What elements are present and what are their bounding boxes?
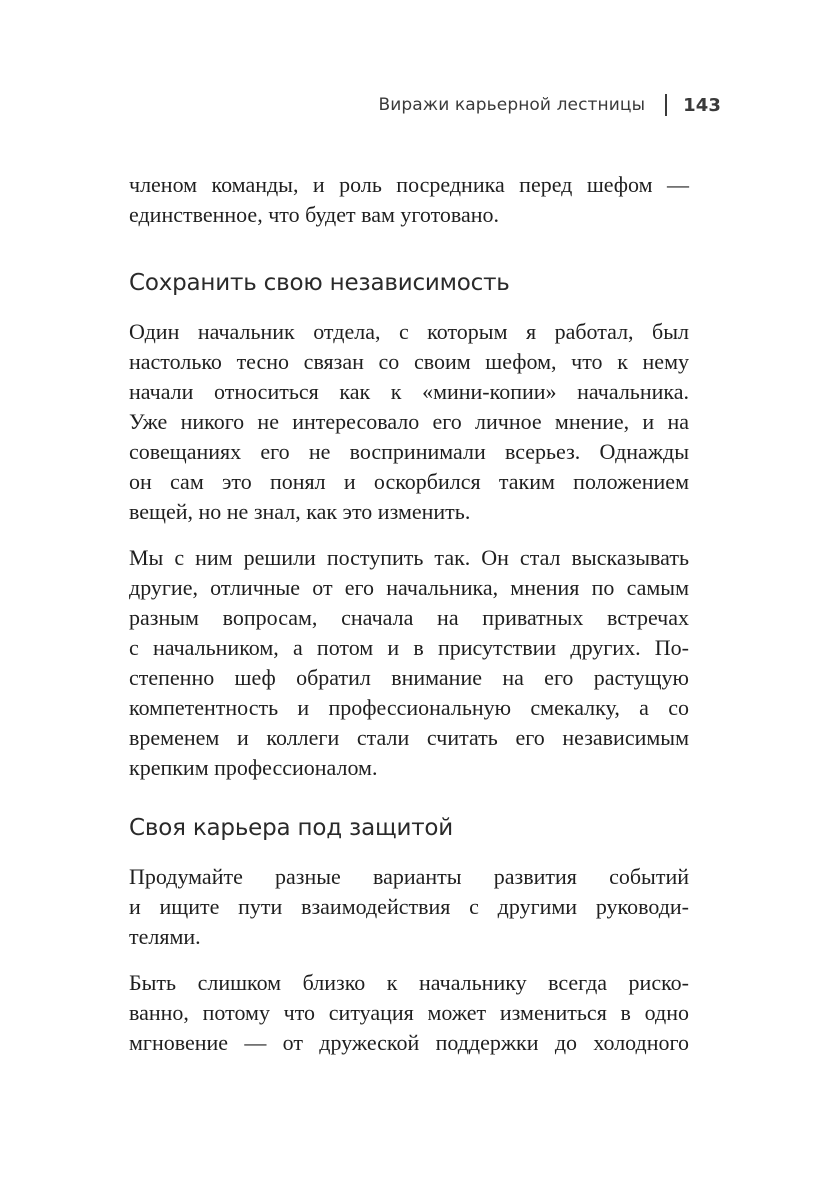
text-line: настолько тесно связан со своим шефом, что к нему xyxy=(129,349,689,374)
text-line: начали относиться как к «мини-копии» начальника. xyxy=(129,379,689,404)
paragraph-department-head xyxy=(129,317,689,527)
text-line: единственное, что будет вам уготовано. xyxy=(129,202,500,227)
text-line: Продумайте разные варианты развития событий xyxy=(129,864,689,889)
section-heading-career-protection: Своя карьера под защитой xyxy=(129,815,454,841)
text-line: Мы с ним решили поступить так. Он стал высказывать xyxy=(129,545,689,570)
text-line: с начальником, а потом и в присутствии других. По- xyxy=(129,635,689,660)
text-line: Уже никого не интересовало его личное мнение, и на xyxy=(129,409,689,434)
text-line: и ищите пути взаимодействия с другими руководи- xyxy=(129,894,689,919)
text-line: он сам это понял и оскорбился таким положением xyxy=(129,469,689,494)
paragraph-decision xyxy=(129,543,689,783)
paragraph-risk xyxy=(129,968,689,1058)
paragraph-continuation xyxy=(129,170,689,230)
text-line: совещаниях его не воспринимали всерьез. Однажды xyxy=(129,439,689,464)
paragraph-scenarios xyxy=(129,862,689,952)
text-line: временем и коллеги стали считать его независимым xyxy=(129,725,689,750)
page-number: 143 xyxy=(683,94,721,116)
running-header xyxy=(378,94,721,116)
text-line: членом команды, и роль посредника перед шефом — xyxy=(129,172,689,197)
text-line: телями. xyxy=(129,924,201,949)
text-line: крепким профессионалом. xyxy=(129,755,378,780)
running-title: Виражи карьерной лестницы xyxy=(378,95,646,115)
section-heading-independence: Сохранить свою независимость xyxy=(129,270,510,296)
text-line: компетентность и профессиональную смекалку, а со xyxy=(129,695,689,720)
text-line: ванно, потому что ситуация может измениться в одно xyxy=(129,1000,689,1025)
text-line: вещей, но не знал, как это изменить. xyxy=(129,499,471,524)
text-line: другие, отличные от его начальника, мнения по самым xyxy=(129,575,689,600)
text-line: степенно шеф обратил внимание на его растущую xyxy=(129,665,689,690)
text-line: разным вопросам, сначала на приватных встречах xyxy=(129,605,689,630)
text-line: Один начальник отдела, с которым я работал, был xyxy=(129,319,689,344)
header-separator xyxy=(665,94,667,116)
text-line: мгновение — от дружеской поддержки до холодного xyxy=(129,1030,689,1055)
text-line: Быть слишком близко к начальнику всегда риско- xyxy=(129,970,689,995)
page-body xyxy=(129,170,689,1074)
